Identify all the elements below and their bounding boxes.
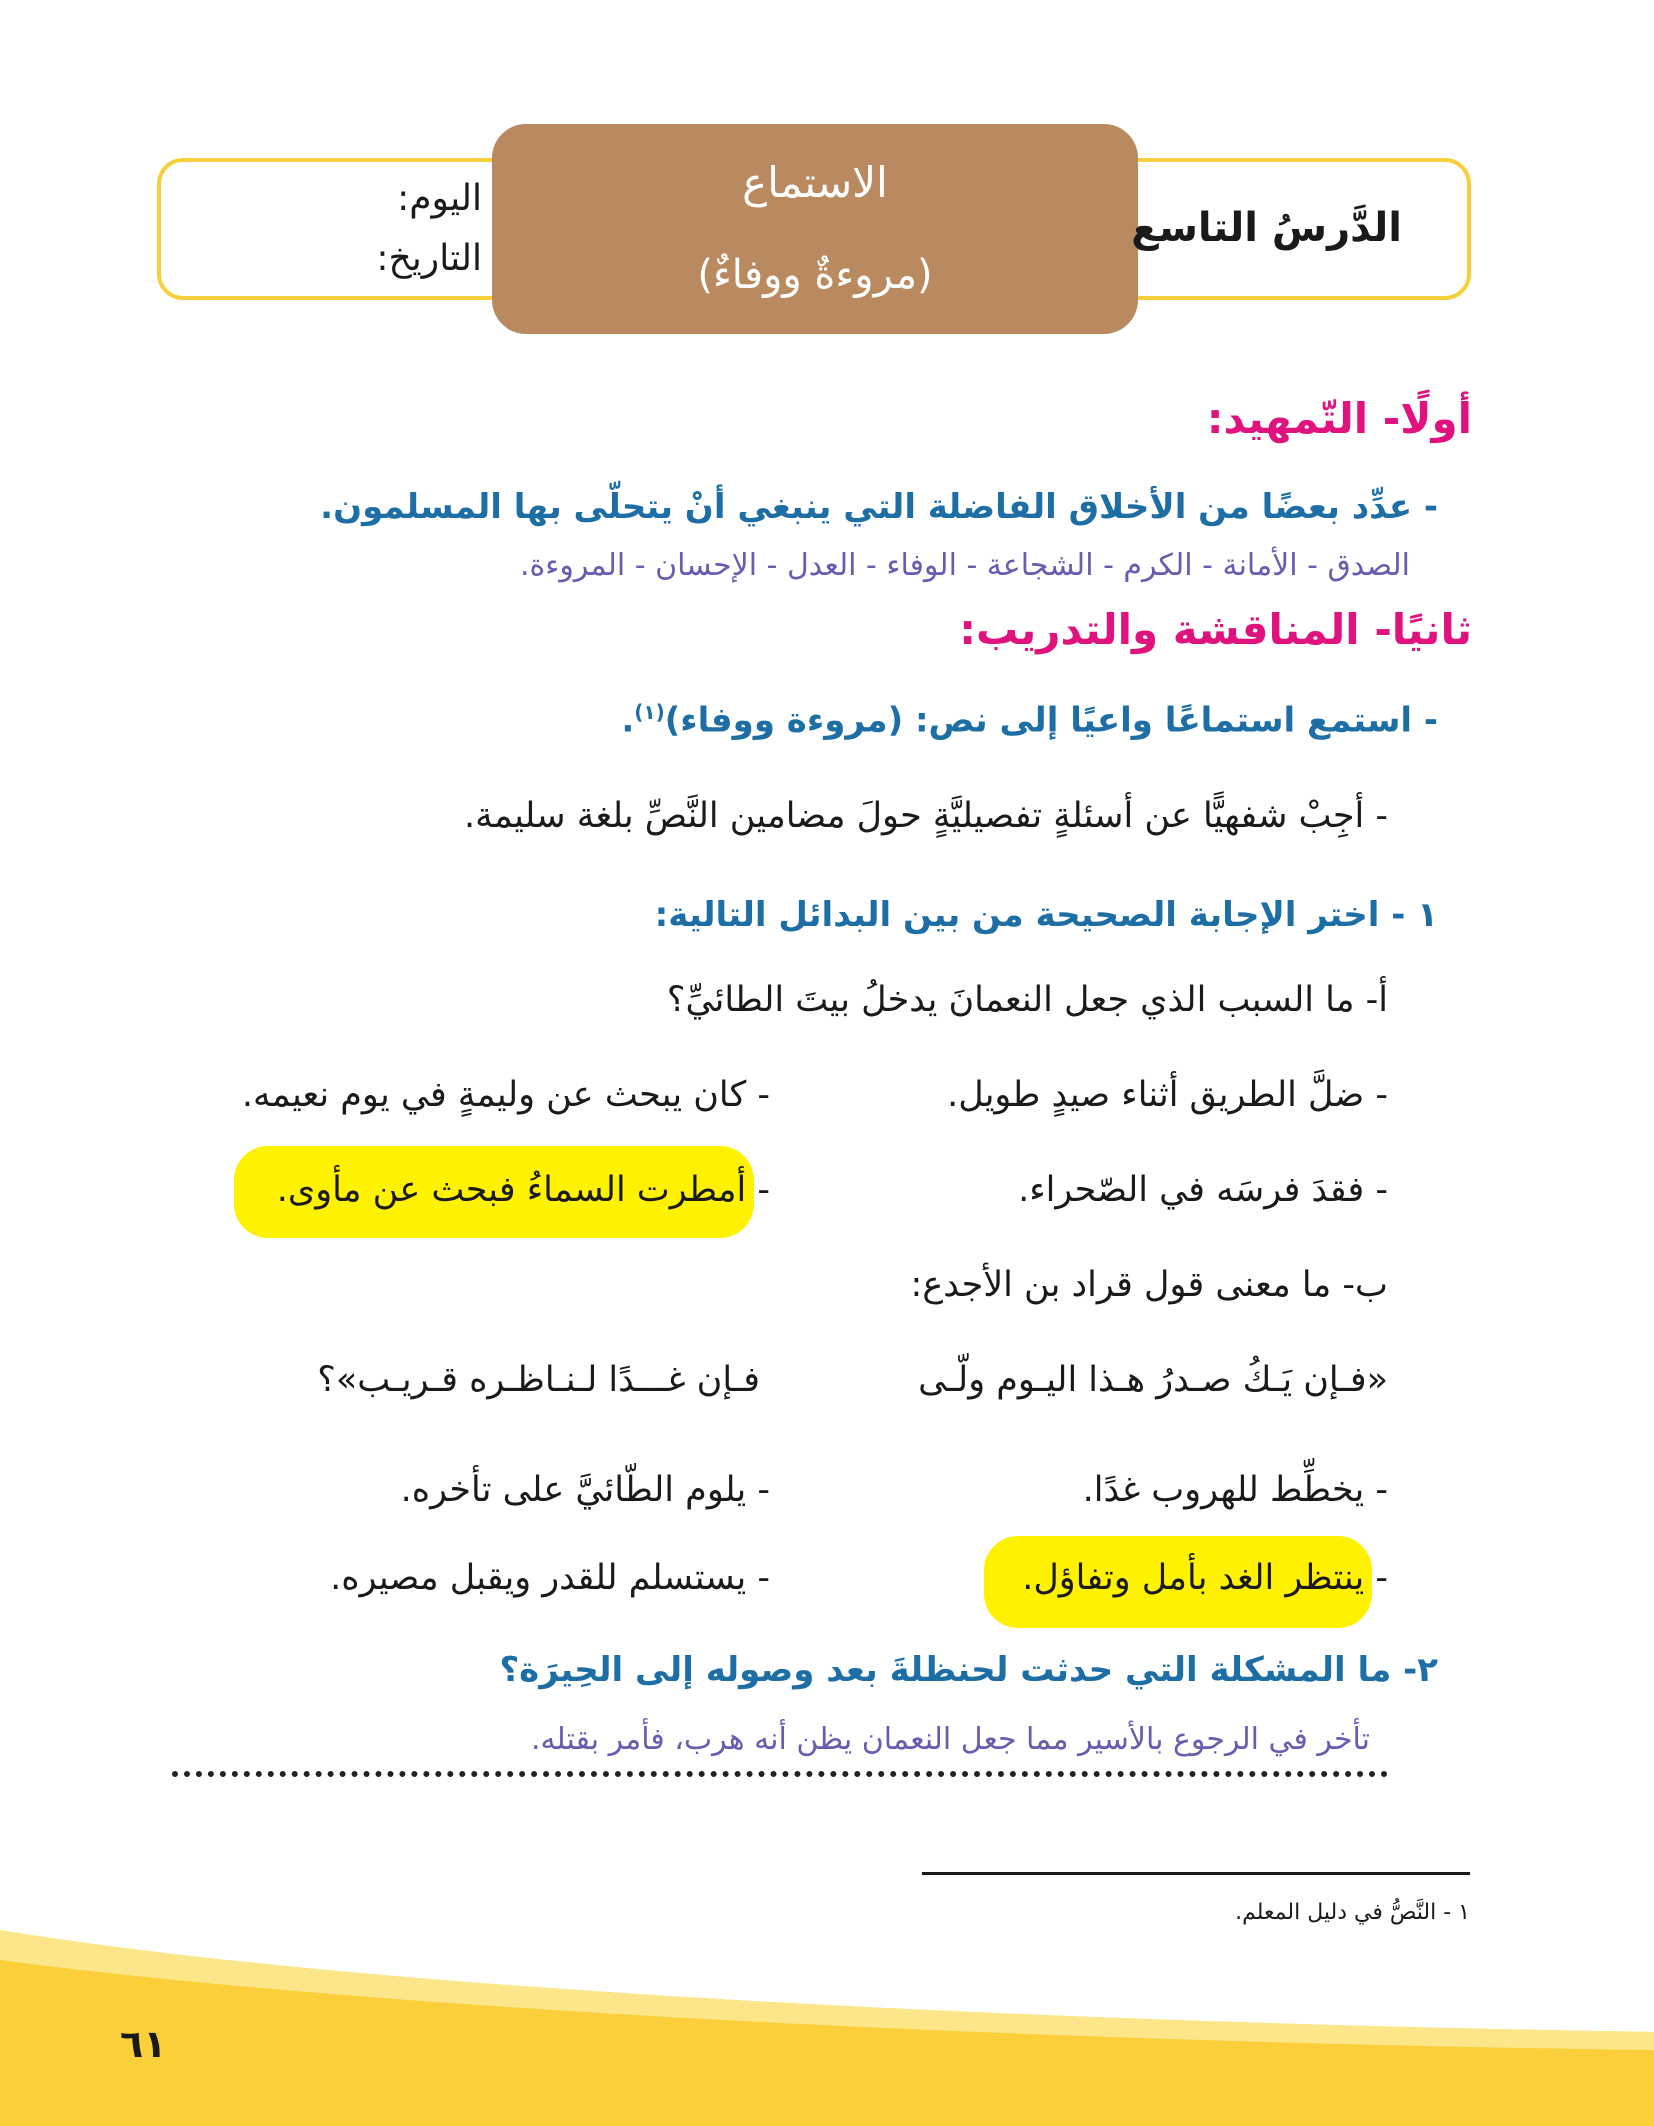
verse-first-half: «فـإن يَـكُ صـدرُ هـذا اليـوم ولّـى — [918, 1360, 1388, 1400]
section-subtitle: (مروءةٌ ووفاءٌ) — [697, 252, 933, 298]
oral-instruction: - أجِبْ شفهيًّا عن أسئلةٍ تفصيليَّةٍ حولَ مضامين النَّصِّ بلغة سليمة. — [463, 796, 1388, 836]
page-number: ٦١ — [120, 2022, 167, 2066]
footnote-ref: (١) — [634, 700, 665, 724]
q1a-option-3: - فقدَ فرسَه في الصّحراء. — [1018, 1170, 1388, 1210]
listen-end: . — [621, 700, 635, 741]
footnote: ١ - النَّصُّ في دليل المعلم. — [1235, 1900, 1470, 1925]
section-title-box — [492, 124, 1138, 334]
q1b-option-4: - يستسلم للقدر ويقبل مصيره. — [330, 1558, 770, 1598]
q1a-option-1: - ضلَّ الطريق أثناء صيدٍ طويل. — [947, 1075, 1388, 1115]
answer-dotted-line — [172, 1771, 1388, 1777]
listen-text: - استمع استماعًا واعيًا إلى نص: (مروءة ووفاء) — [664, 700, 1438, 741]
footnote-rule — [922, 1872, 1470, 1875]
q1b-option-3: - ينتظر الغد بأمل وتفاؤل. — [1022, 1558, 1388, 1598]
q1a-option-2: - كان يبحث عن وليمةٍ في يوم نعيمه. — [241, 1075, 770, 1115]
footer-wave — [0, 1920, 1654, 2126]
discussion-heading: ثانيًا- المناقشة والتدريب: — [959, 605, 1472, 654]
intro-task: - عدِّد بعضًا من الأخلاق الفاضلة التي ينبغي أنْ يتحلّى بها المسلمون. — [320, 487, 1438, 527]
q1b-option-2: - يلوم الطّائيَّ على تأخره. — [400, 1470, 770, 1510]
intro-heading: أولًا- التّمهيد: — [1206, 394, 1472, 443]
q1-heading: ١ - اختر الإجابة الصحيحة من بين البدائل التالية: — [654, 895, 1438, 935]
q1a-option-4: - أمطرت السماءُ فبحث عن مأوى. — [276, 1170, 770, 1210]
q2-question: ٢- ما المشكلة التي حدثت لحنظلةَ بعد وصوله إلى الحِيرَة؟ — [499, 1650, 1438, 1690]
section-title: الاستماع — [742, 158, 888, 207]
q1b-option-1: - يخطِّط للهروب غدًا. — [1082, 1470, 1388, 1510]
intro-answer: الصدق - الأمانة - الكرم - الشجاعة - الوفاء - العدل - الإحسان - المروءة. — [520, 548, 1410, 583]
listen-instruction — [600, 700, 1438, 740]
q1a-question: أ- ما السبب الذي جعل النعمانَ يدخلُ بيتَ الطائيِّ؟ — [666, 980, 1388, 1020]
date-label: التاريخ: — [376, 238, 482, 279]
verse-second-half: فـإن غـــدًا لـنـاظـره قـريـب»؟ — [317, 1360, 760, 1400]
q2-answer: تأخر في الرجوع بالأسير مما جعل النعمان يظن أنه هرب، فأمر بقتله. — [530, 1722, 1370, 1757]
lesson-label: الدَّرسُ التاسع — [1131, 205, 1402, 251]
day-label: اليوم: — [397, 178, 482, 219]
q1b-question: ب- ما معنى قول قراد بن الأجدع: — [910, 1265, 1388, 1305]
